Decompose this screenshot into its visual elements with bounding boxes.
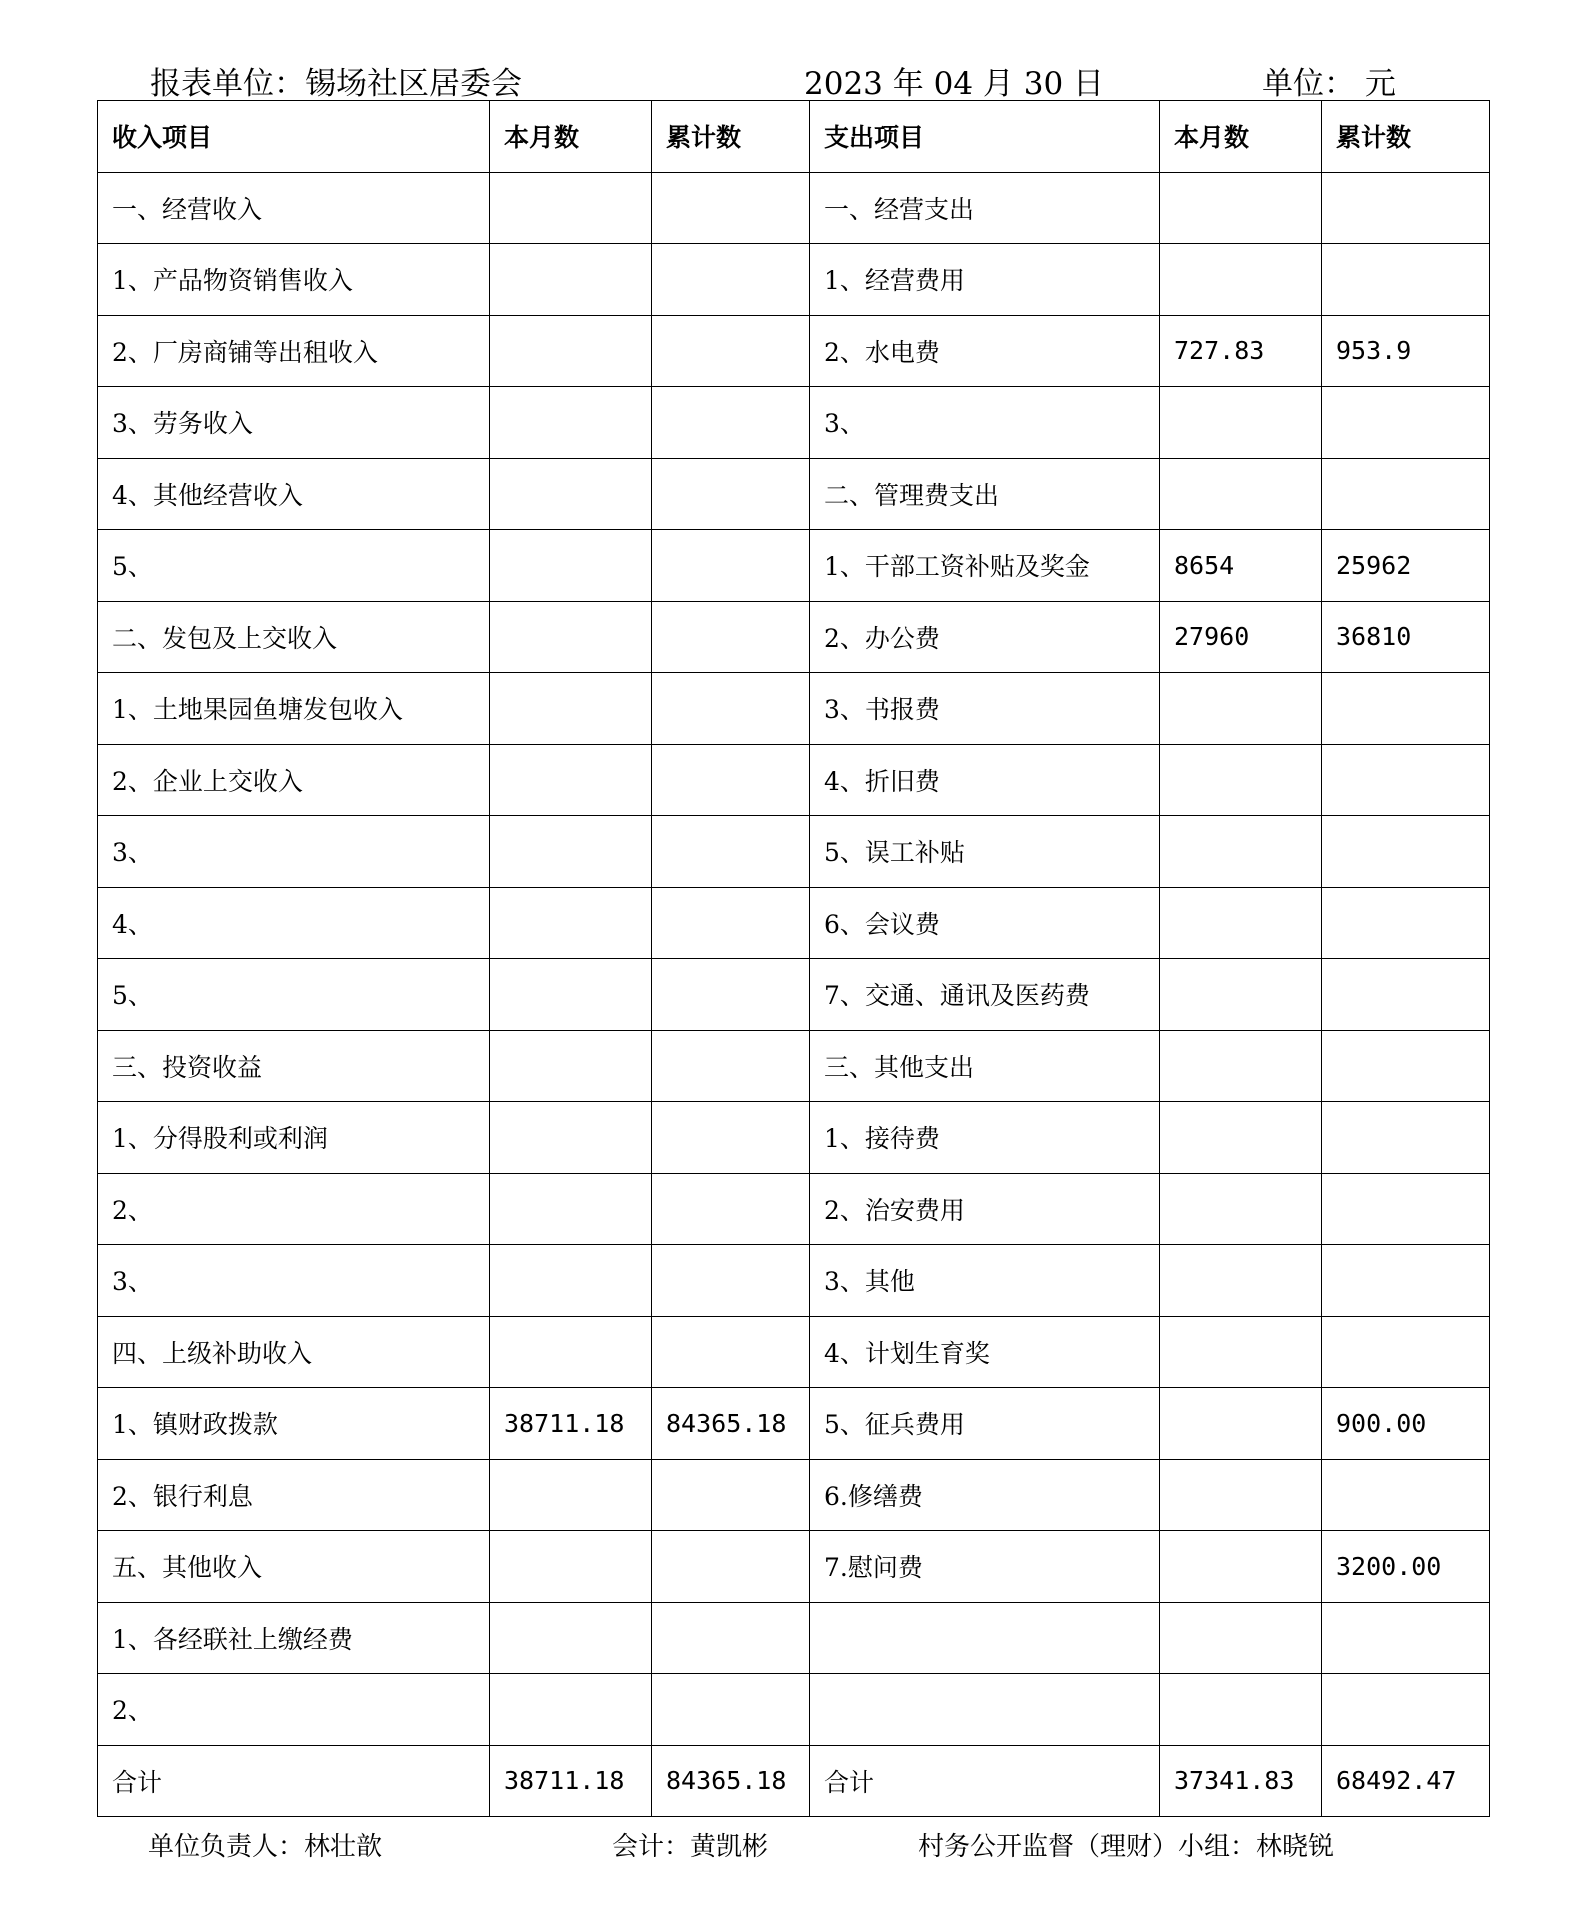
cell-income-cumulative <box>652 887 810 959</box>
cell-expense-month: 727.83 <box>1160 315 1322 387</box>
cell-income-month <box>490 959 652 1031</box>
cell-income-month <box>490 315 652 387</box>
cell-income-month: 38711.18 <box>490 1388 652 1460</box>
cell-expense-item: 5、误工补贴 <box>810 816 1160 888</box>
table-body <box>98 172 1490 1817</box>
cell-expense-month <box>1160 744 1322 816</box>
cell-expense-cumulative: 36810 <box>1322 601 1490 673</box>
table-row <box>98 315 1490 387</box>
cell-income-item: 3、劳务收入 <box>98 387 490 459</box>
cell-income-month <box>490 887 652 959</box>
cell-expense-month: 27960 <box>1160 601 1322 673</box>
cell-expense-cumulative <box>1322 1459 1490 1531</box>
cell-income-item: 五、其他收入 <box>98 1531 490 1603</box>
cell-income-month: 38711.18 <box>490 1745 652 1817</box>
col-header-income-item: 收入项目 <box>98 101 490 173</box>
cell-income-cumulative <box>652 387 810 459</box>
cell-income-item: 四、上级补助收入 <box>98 1316 490 1388</box>
cell-expense-cumulative <box>1322 1245 1490 1317</box>
table-row <box>98 530 1490 602</box>
cell-expense-cumulative: 953.9 <box>1322 315 1490 387</box>
cell-income-cumulative <box>652 244 810 316</box>
table-row <box>98 1745 1490 1817</box>
cell-expense-item: 2、治安费用 <box>810 1173 1160 1245</box>
report-header <box>0 58 1587 102</box>
supervisor-signature: 村务公开监督（理财）小组：林晓锐 <box>918 1832 1335 1862</box>
cell-income-month <box>490 1316 652 1388</box>
reporting-unit: 报表单位：锡场社区居委会 <box>150 66 522 102</box>
cell-income-item: 1、产品物资销售收入 <box>98 244 490 316</box>
cell-income-cumulative <box>652 673 810 745</box>
cell-expense-cumulative <box>1322 673 1490 745</box>
table-row <box>98 959 1490 1031</box>
cell-income-item: 1、分得股利或利润 <box>98 1102 490 1174</box>
cell-income-item: 5、 <box>98 959 490 1031</box>
cell-income-cumulative <box>652 959 810 1031</box>
cell-income-month <box>490 1030 652 1102</box>
cell-expense-cumulative: 3200.00 <box>1322 1531 1490 1603</box>
cell-income-item: 3、 <box>98 1245 490 1317</box>
table-row <box>98 1316 1490 1388</box>
cell-expense-cumulative <box>1322 1102 1490 1174</box>
cell-expense-item: 2、水电费 <box>810 315 1160 387</box>
cell-expense-item: 7.慰问费 <box>810 1531 1160 1603</box>
cell-income-item: 2、厂房商铺等出租收入 <box>98 315 490 387</box>
cell-income-cumulative <box>652 1030 810 1102</box>
cell-income-month <box>490 1602 652 1674</box>
cell-income-cumulative <box>652 315 810 387</box>
accountant-signature: 会计：黄凯彬 <box>612 1832 769 1862</box>
cell-income-item: 4、其他经营收入 <box>98 458 490 530</box>
cell-income-item: 2、 <box>98 1674 490 1746</box>
cell-income-month <box>490 172 652 244</box>
cell-income-cumulative <box>652 1316 810 1388</box>
cell-expense-month <box>1160 1674 1322 1746</box>
cell-income-month <box>490 1173 652 1245</box>
cell-income-month <box>490 530 652 602</box>
report-footer <box>0 1826 1587 1866</box>
cell-expense-month <box>1160 1531 1322 1603</box>
table-row <box>98 172 1490 244</box>
cell-expense-cumulative <box>1322 887 1490 959</box>
cell-income-month <box>490 601 652 673</box>
cell-expense-month <box>1160 1459 1322 1531</box>
cell-expense-cumulative <box>1322 172 1490 244</box>
cell-expense-item: 1、经营费用 <box>810 244 1160 316</box>
cell-expense-cumulative <box>1322 1173 1490 1245</box>
cell-expense-item: 6.修缮费 <box>810 1459 1160 1531</box>
cell-expense-month <box>1160 1173 1322 1245</box>
cell-income-cumulative: 84365.18 <box>652 1745 810 1817</box>
cell-expense-item: 3、书报费 <box>810 673 1160 745</box>
cell-income-cumulative: 84365.18 <box>652 1388 810 1460</box>
cell-income-item: 1、各经联社上缴经费 <box>98 1602 490 1674</box>
cell-expense-item: 合计 <box>810 1745 1160 1817</box>
cell-expense-cumulative <box>1322 816 1490 888</box>
cell-expense-month <box>1160 387 1322 459</box>
cell-income-cumulative <box>652 1173 810 1245</box>
table-row <box>98 1674 1490 1746</box>
cell-income-item: 1、土地果园鱼塘发包收入 <box>98 673 490 745</box>
cell-expense-item: 二、管理费支出 <box>810 458 1160 530</box>
cell-expense-month <box>1160 1030 1322 1102</box>
cell-expense-item: 3、 <box>810 387 1160 459</box>
cell-income-item: 合计 <box>98 1745 490 1817</box>
cell-expense-cumulative <box>1322 1602 1490 1674</box>
cell-expense-cumulative <box>1322 1030 1490 1102</box>
table-row <box>98 1245 1490 1317</box>
table-row <box>98 673 1490 745</box>
col-header-expense-cumulative: 累计数 <box>1322 101 1490 173</box>
cell-expense-item: 6、会议费 <box>810 887 1160 959</box>
cell-income-cumulative <box>652 1602 810 1674</box>
cell-income-month <box>490 387 652 459</box>
col-header-income-month: 本月数 <box>490 101 652 173</box>
cell-expense-month <box>1160 959 1322 1031</box>
cell-income-cumulative <box>652 172 810 244</box>
cell-income-cumulative <box>652 1459 810 1531</box>
table-row <box>98 887 1490 959</box>
col-header-expense-month: 本月数 <box>1160 101 1322 173</box>
col-header-income-cumulative: 累计数 <box>652 101 810 173</box>
cell-income-month <box>490 458 652 530</box>
table-header-row <box>98 101 1490 173</box>
table-row <box>98 1102 1490 1174</box>
cell-income-item: 三、投资收益 <box>98 1030 490 1102</box>
cell-expense-item: 4、计划生育奖 <box>810 1316 1160 1388</box>
table-row <box>98 1531 1490 1603</box>
cell-expense-cumulative <box>1322 244 1490 316</box>
cell-income-cumulative <box>652 530 810 602</box>
cell-income-cumulative <box>652 458 810 530</box>
cell-expense-month <box>1160 673 1322 745</box>
cell-income-month <box>490 1674 652 1746</box>
cell-expense-item: 7、交通、通讯及医药费 <box>810 959 1160 1031</box>
cell-expense-cumulative: 900.00 <box>1322 1388 1490 1460</box>
cell-income-month <box>490 816 652 888</box>
cell-expense-month <box>1160 1102 1322 1174</box>
cell-income-month <box>490 244 652 316</box>
cell-income-cumulative <box>652 601 810 673</box>
cell-income-item: 二、发包及上交收入 <box>98 601 490 673</box>
cell-expense-cumulative: 25962 <box>1322 530 1490 602</box>
cell-income-item: 2、 <box>98 1173 490 1245</box>
income-expense-table <box>97 100 1490 1817</box>
cell-expense-item <box>810 1674 1160 1746</box>
cell-expense-item: 一、经营支出 <box>810 172 1160 244</box>
table-row <box>98 1388 1490 1460</box>
cell-income-item: 4、 <box>98 887 490 959</box>
table-row <box>98 744 1490 816</box>
table-row <box>98 1602 1490 1674</box>
cell-income-item: 1、镇财政拨款 <box>98 1388 490 1460</box>
cell-income-item: 2、企业上交收入 <box>98 744 490 816</box>
cell-income-cumulative <box>652 816 810 888</box>
cell-expense-month <box>1160 458 1322 530</box>
cell-expense-item: 5、征兵费用 <box>810 1388 1160 1460</box>
cell-expense-month <box>1160 1245 1322 1317</box>
cell-expense-cumulative <box>1322 387 1490 459</box>
cell-expense-month: 8654 <box>1160 530 1322 602</box>
cell-income-item: 3、 <box>98 816 490 888</box>
cell-expense-month <box>1160 1388 1322 1460</box>
cell-expense-item: 1、干部工资补贴及奖金 <box>810 530 1160 602</box>
cell-expense-item: 2、办公费 <box>810 601 1160 673</box>
cell-expense-month <box>1160 244 1322 316</box>
cell-expense-cumulative <box>1322 744 1490 816</box>
cell-expense-item: 4、折旧费 <box>810 744 1160 816</box>
unit-head-signature: 单位负责人：林壮歆 <box>148 1832 383 1862</box>
cell-income-cumulative <box>652 1531 810 1603</box>
table-row <box>98 1459 1490 1531</box>
table-row <box>98 387 1490 459</box>
table-row <box>98 1173 1490 1245</box>
cell-expense-cumulative <box>1322 458 1490 530</box>
cell-income-month <box>490 744 652 816</box>
cell-income-item: 5、 <box>98 530 490 602</box>
cell-income-month <box>490 673 652 745</box>
cell-expense-month: 37341.83 <box>1160 1745 1322 1817</box>
cell-income-month <box>490 1459 652 1531</box>
cell-income-month <box>490 1102 652 1174</box>
cell-income-cumulative <box>652 1102 810 1174</box>
cell-income-item: 2、银行利息 <box>98 1459 490 1531</box>
cell-expense-item <box>810 1602 1160 1674</box>
cell-expense-month <box>1160 1602 1322 1674</box>
currency-unit: 单位： 元 <box>1262 66 1396 102</box>
cell-expense-cumulative: 68492.47 <box>1322 1745 1490 1817</box>
cell-expense-item: 三、其他支出 <box>810 1030 1160 1102</box>
table-row <box>98 244 1490 316</box>
cell-expense-month <box>1160 172 1322 244</box>
table-row <box>98 458 1490 530</box>
cell-expense-item: 3、其他 <box>810 1245 1160 1317</box>
cell-income-month <box>490 1245 652 1317</box>
cell-income-cumulative <box>652 1674 810 1746</box>
cell-expense-month <box>1160 816 1322 888</box>
cell-income-cumulative <box>652 1245 810 1317</box>
table-row <box>98 816 1490 888</box>
cell-expense-cumulative <box>1322 959 1490 1031</box>
cell-expense-cumulative <box>1322 1674 1490 1746</box>
table-row <box>98 1030 1490 1102</box>
report-date: 2023 年 04 月 30 日 <box>804 66 1105 102</box>
cell-expense-month <box>1160 887 1322 959</box>
cell-expense-item: 1、接待费 <box>810 1102 1160 1174</box>
col-header-expense-item: 支出项目 <box>810 101 1160 173</box>
cell-income-cumulative <box>652 744 810 816</box>
cell-income-item: 一、经营收入 <box>98 172 490 244</box>
cell-income-month <box>490 1531 652 1603</box>
cell-expense-cumulative <box>1322 1316 1490 1388</box>
cell-expense-month <box>1160 1316 1322 1388</box>
table-row <box>98 601 1490 673</box>
